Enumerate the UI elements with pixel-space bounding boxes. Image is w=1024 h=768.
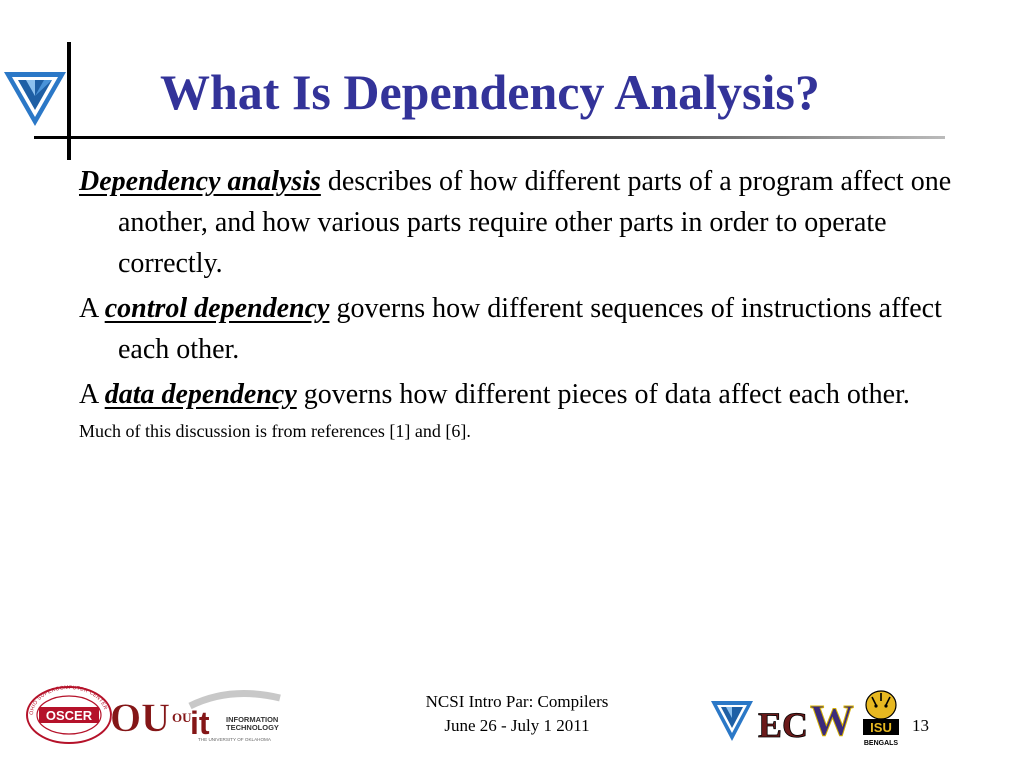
bullet-data-dependency xyxy=(79,374,959,415)
bullet-prefix: A xyxy=(79,293,105,324)
bullet-text: governs how different pieces of data affect each other. xyxy=(296,379,910,410)
svg-text:INFORMATION: INFORMATION xyxy=(226,715,279,724)
bullet-control-dependency xyxy=(79,288,959,370)
svg-text:ISU: ISU xyxy=(870,720,892,735)
svg-text:OU: OU xyxy=(110,695,170,740)
term-data-dependency: data dependency xyxy=(104,379,297,410)
footer-center xyxy=(372,690,662,738)
ncsi-triangle-footer-icon xyxy=(710,700,754,742)
title-rule-horizontal xyxy=(34,136,945,139)
svg-text:THE UNIVERSITY OF OKLAHOMA: THE UNIVERSITY OF OKLAHOMA xyxy=(198,737,271,742)
bullet-text: governs how different sequences of instructions affect each other. xyxy=(118,293,942,365)
svg-text:TECHNOLOGY: TECHNOLOGY xyxy=(226,723,279,732)
footer-dates: June 26 - July 1 2011 xyxy=(444,716,590,735)
svg-text:OU: OU xyxy=(172,710,192,725)
ecu-logo xyxy=(757,697,809,745)
bullet-dependency-analysis xyxy=(79,161,959,284)
bullet-prefix: A xyxy=(79,379,105,410)
uw-logo xyxy=(806,695,858,745)
references-note: Much of this discussion is from references [1] and [6]. xyxy=(79,421,471,441)
svg-text:EC: EC xyxy=(757,705,809,745)
title-rule-vertical xyxy=(67,42,71,160)
svg-text:it: it xyxy=(190,705,210,741)
page-number: 13 xyxy=(912,716,929,735)
ou-logo xyxy=(110,683,170,745)
term-dependency-analysis: Dependency analysis xyxy=(79,166,321,197)
bullet-text: describes of how different parts of a program affect one another, and how various parts require other parts in order to operate correctly. xyxy=(118,166,952,279)
slide-title: What Is Dependency Analysis? xyxy=(160,64,820,120)
slide-body xyxy=(79,161,959,443)
term-control-dependency: control dependency xyxy=(104,293,330,324)
ncsi-triangle-icon xyxy=(2,70,68,128)
ou-it-logo xyxy=(170,684,288,744)
svg-text:W: W xyxy=(810,696,854,745)
footer-course: NCSI Intro Par: Compilers xyxy=(425,692,609,711)
svg-text:OHIO SUPERCOMPUTER CENTER: OHIO SUPERCOMPUTER CENTER xyxy=(28,685,109,716)
oscer-logo xyxy=(25,685,113,745)
svg-text:OSCER: OSCER xyxy=(45,708,93,723)
isu-bengals-logo xyxy=(860,687,902,751)
svg-text:BENGALS: BENGALS xyxy=(863,740,899,747)
